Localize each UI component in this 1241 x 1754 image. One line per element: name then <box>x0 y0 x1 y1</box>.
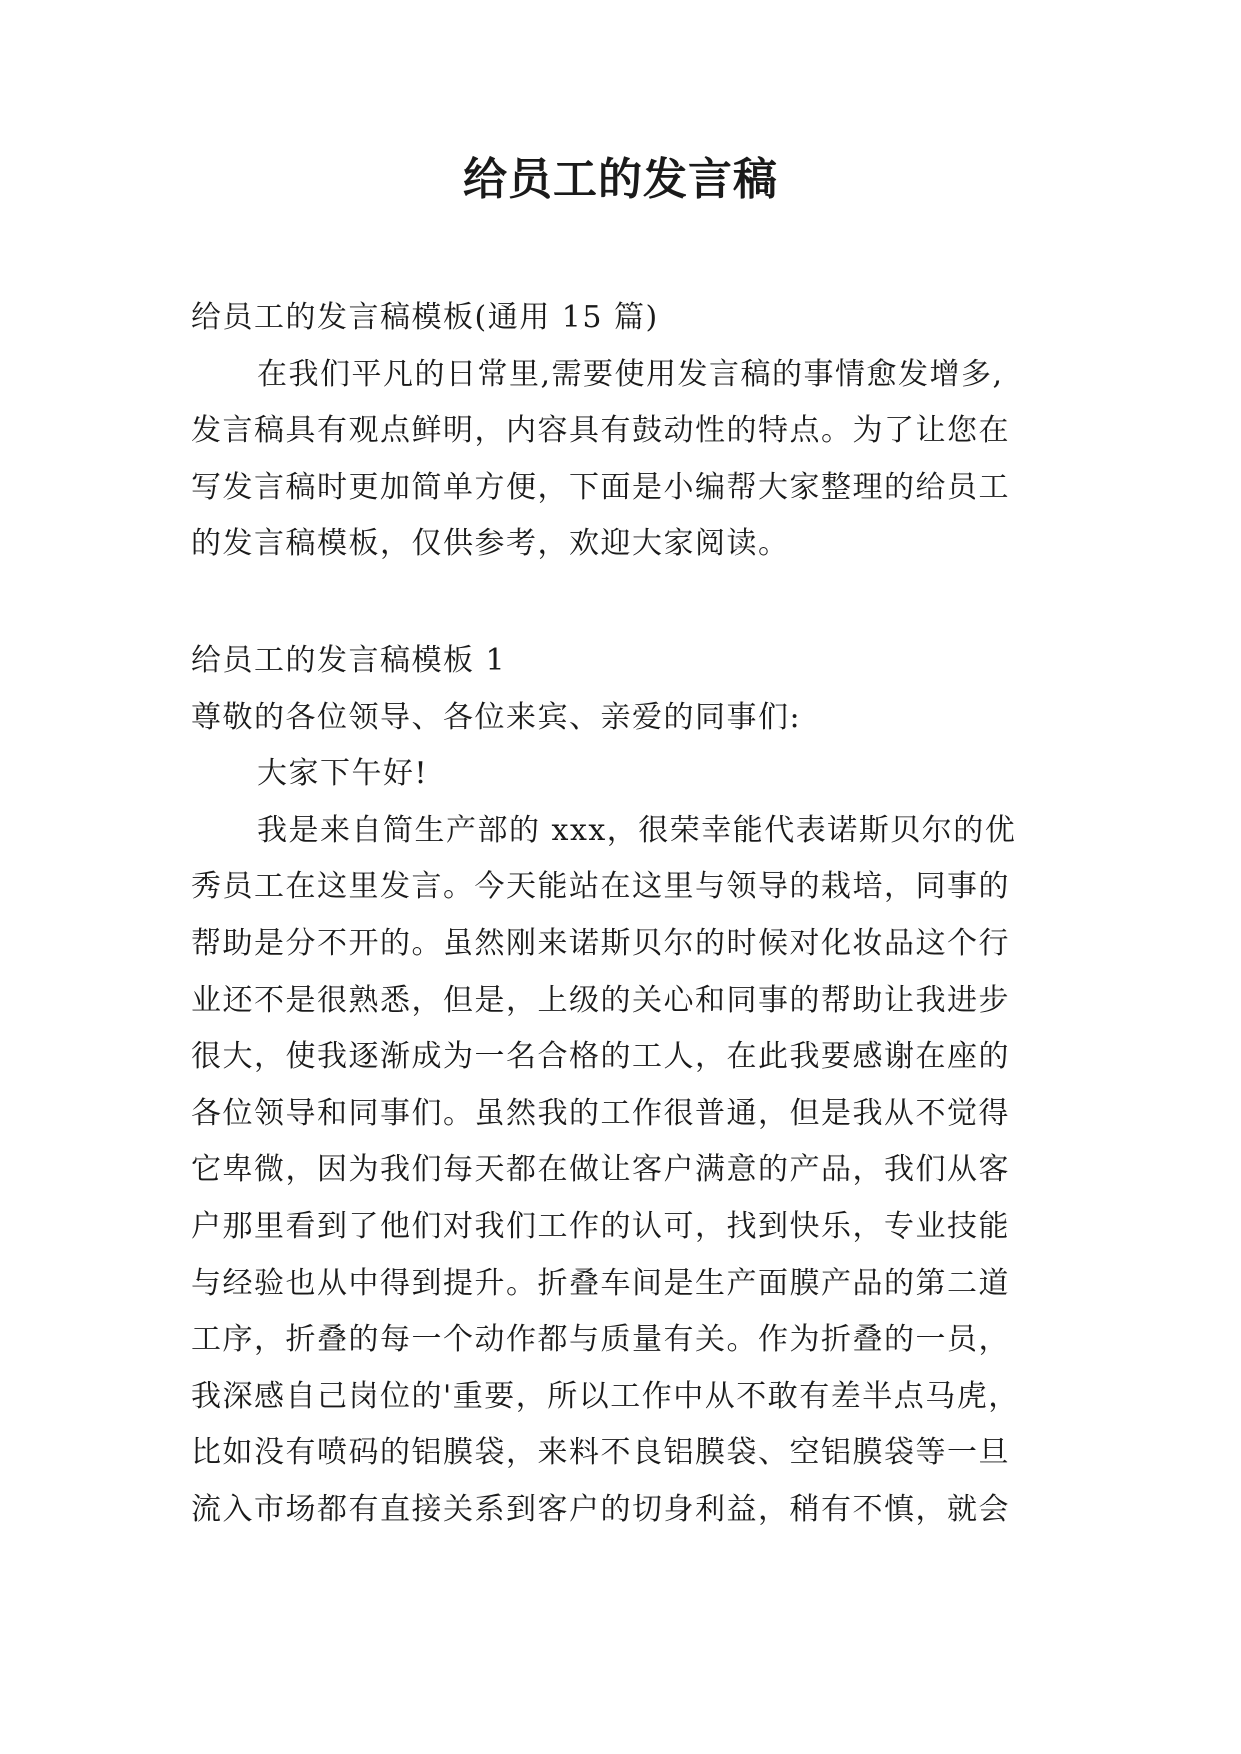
body-paragraph-line: 户那里看到了他们对我们工作的认可，找到快乐，专业技能 <box>191 1208 1010 1244</box>
body-paragraph-line: 它卑微，因为我们每天都在做让客户满意的产品，我们从客 <box>191 1152 1010 1188</box>
body-paragraph-line: 各位领导和同事们。虽然我的工作很普通，但是我从不觉得 <box>191 1095 1010 1131</box>
body-paragraph-line: 很大，使我逐渐成为一名合格的工人，在此我要感谢在座的 <box>191 1039 1010 1075</box>
intro-paragraph-line: 的发言稿模板，仅供参考，欢迎大家阅读。 <box>191 526 790 562</box>
document-body <box>191 290 1051 1538</box>
body-paragraph-line: 比如没有喷码的铝膜袋，来料不良铝膜袋、空铝膜袋等一旦 <box>191 1435 1010 1471</box>
paragraph-spacer <box>191 573 1051 633</box>
intro-paragraph-line: 写发言稿时更加简单方便，下面是小编帮大家整理的给员工 <box>191 469 1010 505</box>
document-title: 给员工的发言稿 <box>463 154 778 205</box>
document-subtitle: 给员工的发言稿模板(通用 15 篇) <box>191 300 659 335</box>
section-heading: 给员工的发言稿模板 1 <box>191 642 507 678</box>
body-paragraph-line: 我深感自己岗位的'重要，所以工作中从不敢有差半点马虎， <box>191 1378 1020 1414</box>
body-paragraph-line: 秀员工在这里发言。今天能站在这里与领导的栽培，同事的 <box>191 869 1010 905</box>
greeting: 大家下午好! <box>257 756 429 792</box>
body-paragraph-line: 流入市场都有直接关系到客户的切身利益，稍有不慎，就会 <box>191 1491 1010 1527</box>
body-paragraph-line: 业还不是很熟悉，但是，上级的关心和同事的帮助让我进步 <box>191 982 1010 1018</box>
intro-paragraph-line: 发言稿具有观点鲜明，内容具有鼓动性的特点。为了让您在 <box>191 413 1010 449</box>
salutation: 尊敬的各位领导、各位来宾、亲爱的同事们: <box>191 699 802 735</box>
body-paragraph-line: 与经验也从中得到提升。折叠车间是生产面膜产品的第二道 <box>191 1265 1010 1301</box>
body-paragraph-line: 我是来自简生产部的 xxx，很荣幸能代表诺斯贝尔的优 <box>257 812 1017 848</box>
body-paragraph-line: 工序，折叠的每一个动作都与质量有关。作为折叠的一员， <box>191 1322 1010 1358</box>
body-paragraph-line: 帮助是分不开的。虽然刚来诺斯贝尔的时候对化妆品这个行 <box>191 925 1010 961</box>
intro-paragraph-line: 在我们平凡的日常里,需要使用发言稿的事情愈发增多, <box>257 356 1004 392</box>
